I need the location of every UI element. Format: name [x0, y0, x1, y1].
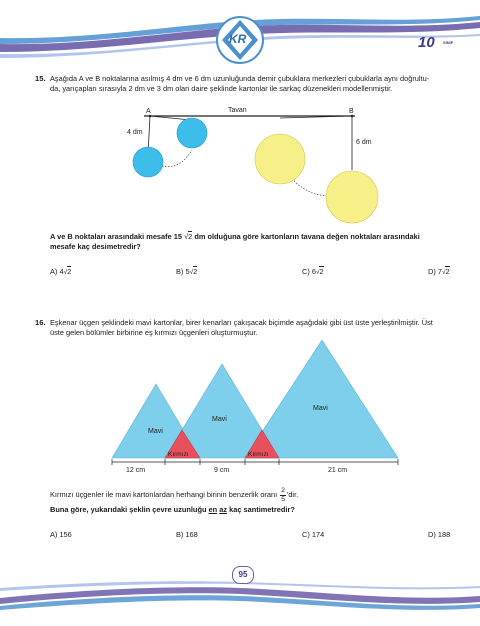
label-blue-small: Mavi: [148, 428, 163, 435]
segment-label-1: 12 cm: [126, 467, 146, 474]
label-red-left: Kırmızı: [168, 451, 189, 458]
prompt-15-part2: dm olduğuna göre kartonların tavana değen noktaları arasındaki: [194, 232, 420, 241]
pendulum-figure: [100, 104, 390, 234]
option-16-d[interactable]: D) 188: [428, 530, 451, 539]
option-16-a[interactable]: A) 156: [50, 530, 72, 539]
grade-badge: [418, 34, 454, 52]
option-15-a[interactable]: [50, 267, 71, 276]
grade-number: 10: [418, 34, 435, 51]
question-15-stem-line1: Aşağıda A ve B noktalarına asılmış 4 dm ve 6 dm uzunluğunda demir çubuklara merkezleri çubuklarla aynı doğrultu-: [50, 74, 430, 83]
prompt-16-part1: Buna göre, yukarıdaki şeklin çevre uzunluğu: [50, 505, 207, 514]
label-rod-a: 4 dm: [127, 129, 143, 136]
ratio-numerator: 2: [281, 487, 285, 494]
question-16-stem-line2: üste gelen bölümler birbirine eş kırmızı üçgenleri oluşturmuştur.: [50, 328, 258, 338]
prompt-15-part1: A ve B noktaları arasındaki mesafe 15: [50, 232, 183, 241]
question-15-prompt-line2: mesafe kaç desimetredir?: [50, 242, 141, 252]
ratio-text-before: Kırmızı üçgenler ile mavi kartonlardan herhangi birinin benzerlik oranı: [50, 489, 278, 499]
logo-text: KR: [229, 32, 247, 46]
option-15-b-rad: 2: [193, 267, 198, 276]
option-15-d[interactable]: [428, 267, 450, 276]
option-15-d-label: D) 7: [428, 267, 442, 276]
small-disc-hanging: [133, 147, 163, 177]
label-ceiling: Tavan: [228, 107, 247, 114]
question-15-prompt-line1: [50, 232, 465, 242]
question-16-number: 16.: [35, 318, 46, 327]
label-a: A: [146, 108, 151, 115]
option-16-b[interactable]: B) 168: [176, 530, 198, 539]
sqrt-sign: √: [315, 269, 320, 276]
sqrt-sign: √: [189, 269, 194, 276]
prompt-15-radicand: 2: [188, 232, 193, 241]
question-16-stem: [50, 318, 465, 338]
arc-a: [162, 150, 192, 167]
sqrt-sign: √: [63, 269, 68, 276]
ratio-denominator: 5: [281, 495, 285, 503]
question-15-stem-line2: da, yarıçapları sırasıyla 2 dm ve 3 dm olan daire şeklinde kartonlar ile sarkaç düzenekleri modellenmiştir.: [50, 84, 393, 94]
label-red-right: Kırmızı: [248, 451, 269, 458]
label-rod-b: 6 dm: [356, 139, 372, 146]
option-15-a-label: A) 4: [50, 267, 64, 276]
triangles-figure: [100, 340, 410, 480]
label-blue-large: Mavi: [313, 405, 328, 412]
option-15-c-label: C) 6: [302, 267, 316, 276]
ratio-text-after: 'dir.: [286, 489, 299, 499]
sqrt-sign: √: [184, 232, 189, 241]
publisher-logo: [214, 14, 266, 66]
page-number: 95: [232, 566, 254, 584]
option-15-b-label: B) 5: [176, 267, 190, 276]
prompt-16-em2: az: [219, 505, 228, 514]
ratio-fraction: [280, 487, 286, 503]
question-15-stem: [50, 74, 460, 94]
large-disc-raised: [255, 134, 305, 184]
prompt-16-em1: en: [208, 505, 218, 514]
option-15-d-rad: 2: [445, 267, 450, 276]
question-16-ratio-line: [50, 487, 470, 503]
prompt-16-part2: kaç santimetredir?: [229, 505, 295, 514]
question-16-prompt: [50, 505, 470, 515]
option-15-a-rad: 2: [67, 267, 72, 276]
question-15-prompt: [50, 232, 465, 252]
question-15-number: 15.: [35, 74, 46, 83]
option-16-c[interactable]: C) 174: [302, 530, 325, 539]
label-blue-medium: Mavi: [212, 416, 227, 423]
grade-suffix: SINIF: [443, 40, 454, 45]
large-disc-hanging: [326, 171, 378, 223]
segment-label-2: 9 cm: [214, 467, 230, 474]
option-15-c[interactable]: [302, 267, 324, 276]
segment-label-3: 21 cm: [328, 467, 348, 474]
label-b: B: [349, 108, 354, 115]
question-16-stem-line1: Eşkenar üçgen şeklindeki mavi kartonlar, birer kenarları çakışacak biçimde aşağıdaki gibi üst üste yerleştirilmiştir. Üst: [50, 318, 433, 327]
small-disc-raised: [177, 118, 207, 148]
option-15-b[interactable]: [176, 267, 197, 276]
option-15-c-rad: 2: [319, 267, 324, 276]
sqrt-sign: √: [441, 269, 446, 276]
